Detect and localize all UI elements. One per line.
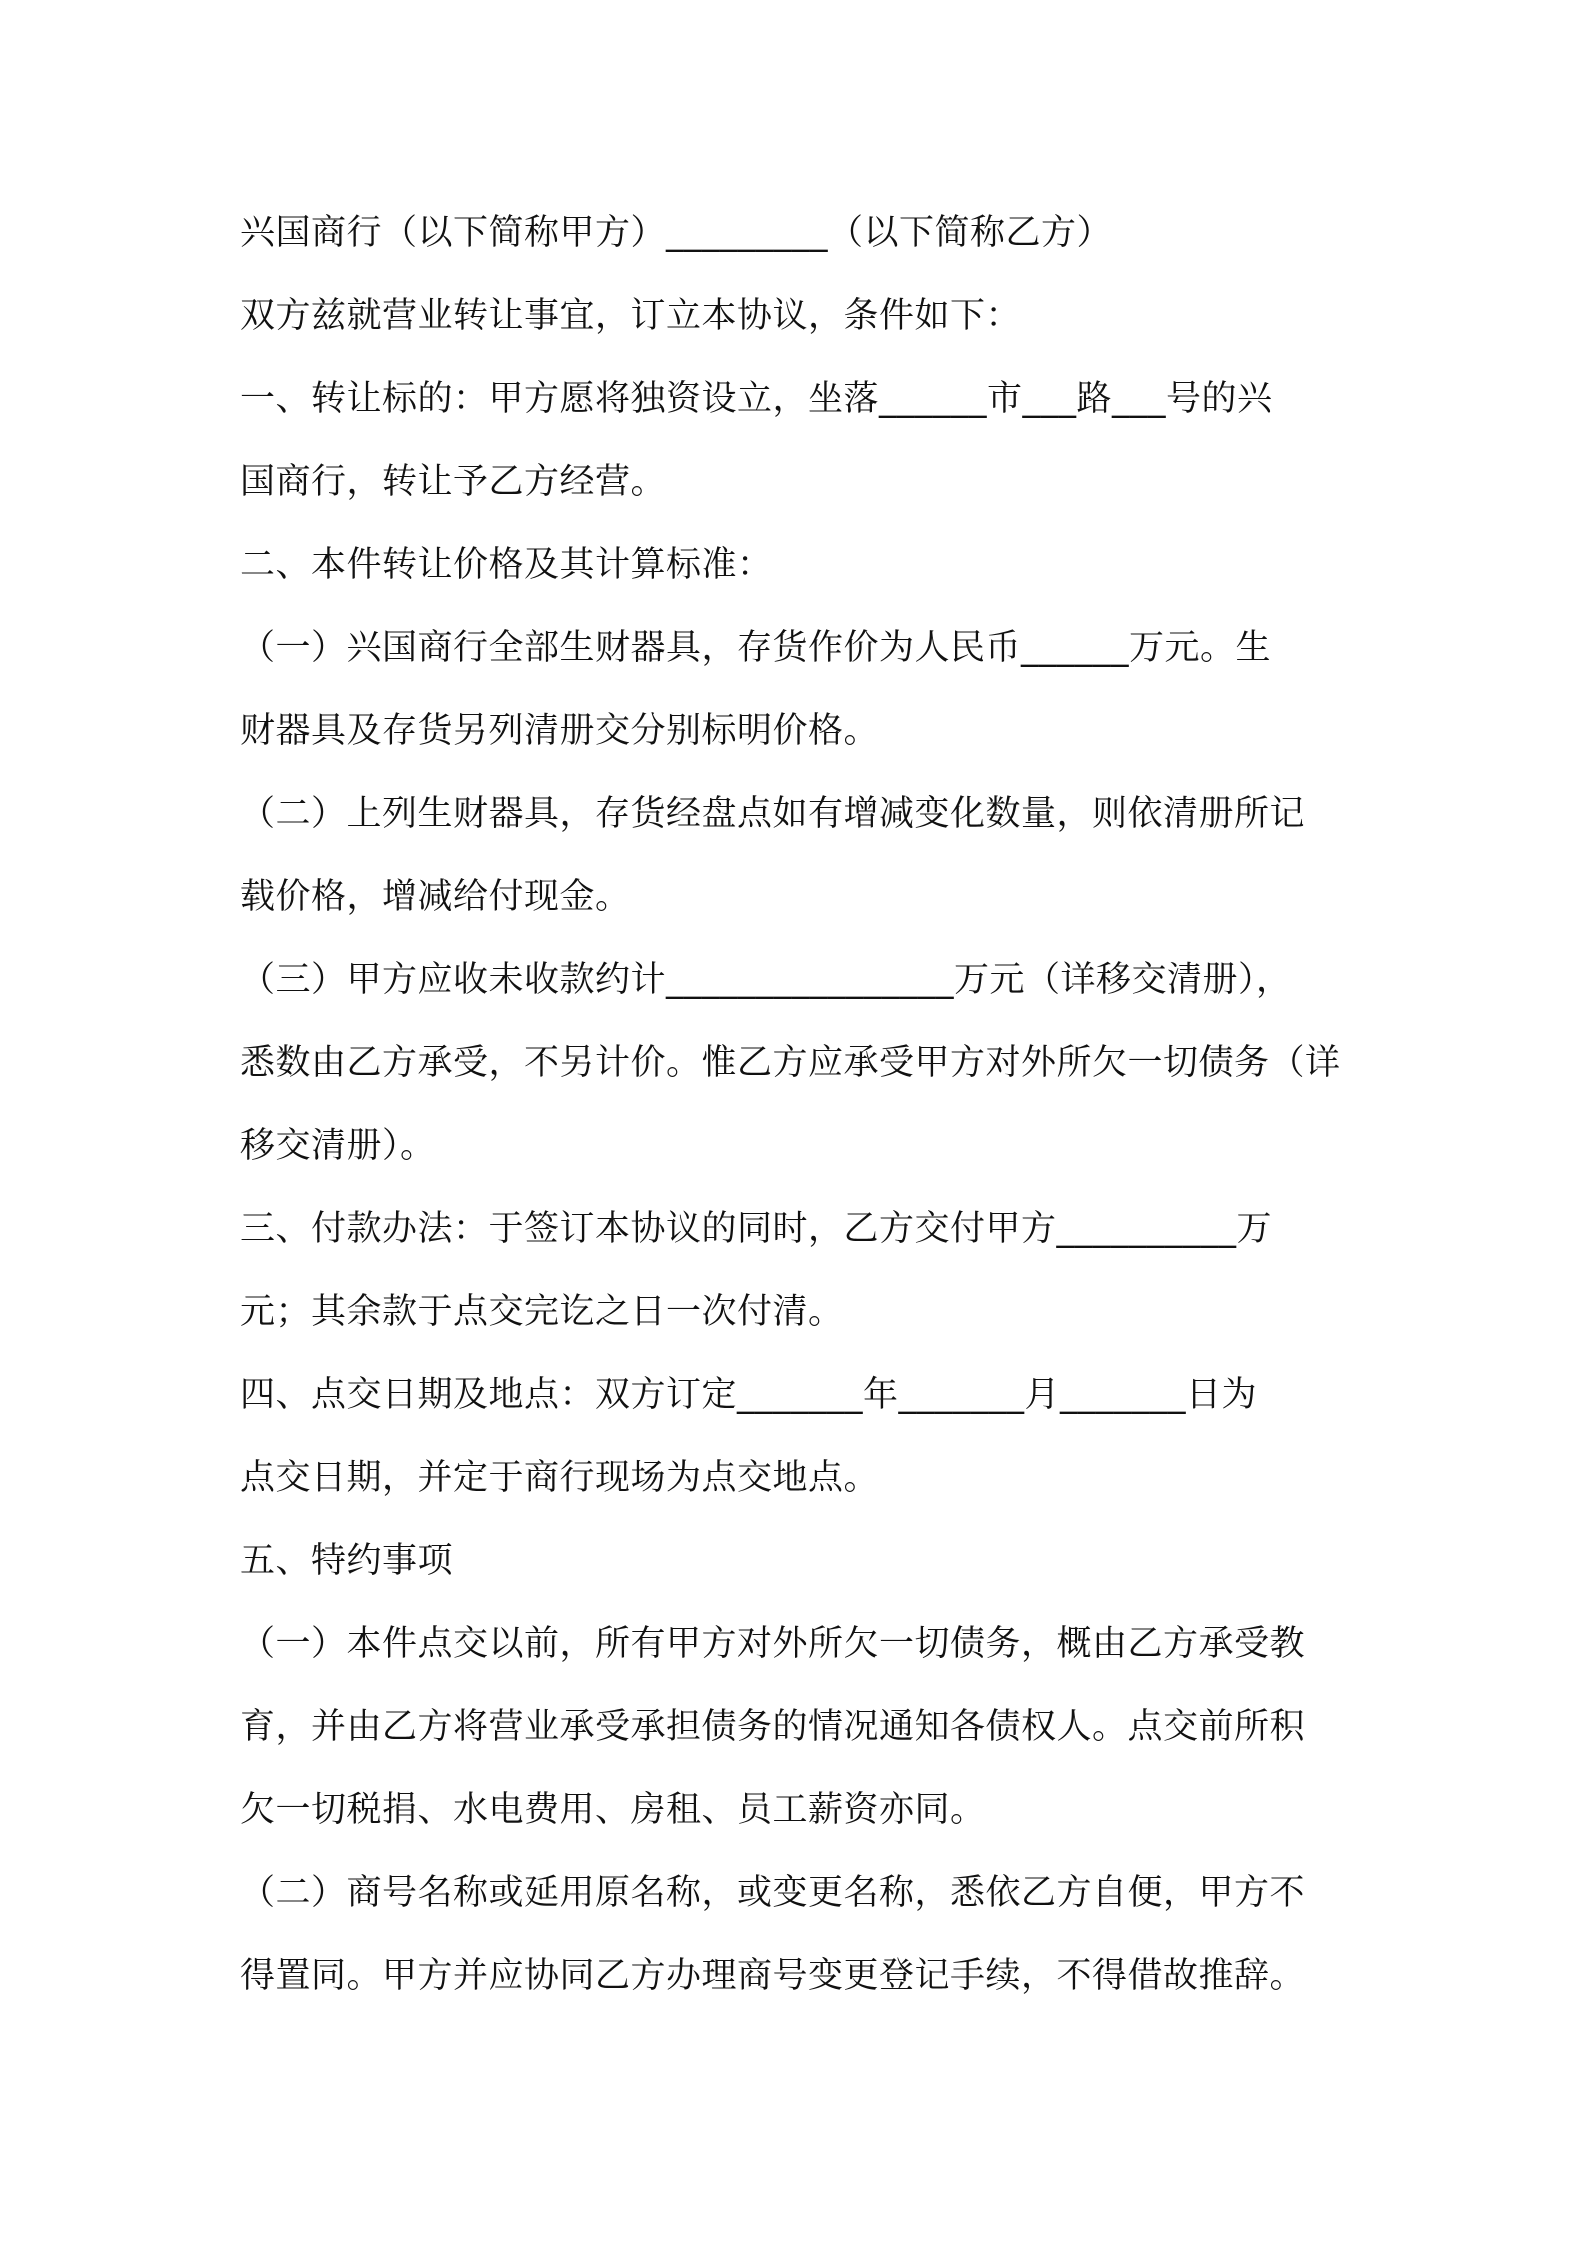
line-clause-1-cont: 国商行，转让予乙方经营。 [240,462,667,502]
line-clause-5: 五、特约事项 [240,1541,454,1581]
line-clause-2-3-end: 移交清册）。 [240,1126,436,1166]
line-clause-1: 一、转让标的：甲方愿将独资设立，坐落______市___路___号的兴 [240,379,1273,419]
line-clause-4: 四、点交日期及地点：双方订定_______年_______月_______日为 [240,1375,1258,1415]
line-clause-2-3: （三）甲方应收未收款约计________________万元（详移交清册）， [240,960,1292,1000]
contract-body [240,192,1352,2018]
line-clause-5-1: （一）本件点交以前，所有甲方对外所欠一切债务，概由乙方承受教 [240,1624,1306,1664]
line-clause-2-1-cont: 财器具及存货另列清册交分别标明价格。 [240,711,880,751]
line-clause-2-1: （一）兴国商行全部生财器具，存货作价为人民币______万元。生 [240,628,1272,668]
line-parties: 兴国商行（以下简称甲方）_________（以下简称乙方） [240,213,1113,253]
line-clause-5-2-cont: 得置同。甲方并应协同乙方办理商号变更登记手续，不得借故推辞。 [240,1956,1306,1996]
line-clause-2-2-cont: 载价格，增减给付现金。 [240,877,631,917]
line-clause-2: 二、本件转让价格及其计算标准： [240,545,773,585]
line-clause-2-2: （二）上列生财器具，存货经盘点如有增减变化数量，则依清册所记 [240,794,1306,834]
line-clause-5-1-cont: 育，并由乙方将营业承受承担债务的情况通知各债权人。点交前所积 [240,1707,1306,1747]
line-clause-5-1-end: 欠一切税捐、水电费用、房租、员工薪资亦同。 [240,1790,986,1830]
line-clause-3: 三、付款办法：于签订本协议的同时，乙方交付甲方__________万 [240,1209,1273,1249]
line-clause-4-cont: 点交日期，并定于商行现场为点交地点。 [240,1458,880,1498]
line-intro: 双方兹就营业转让事宜，订立本协议，条件如下： [240,296,1022,336]
line-clause-5-2: （二）商号名称或延用原名称，或变更名称，悉依乙方自便，甲方不 [240,1873,1306,1913]
line-clause-2-3-cont: 悉数由乙方承受，不另计价。惟乙方应承受甲方对外所欠一切债务（详 [240,1043,1341,1083]
line-clause-3-cont: 元；其余款于点交完讫之日一次付清。 [240,1292,844,1332]
